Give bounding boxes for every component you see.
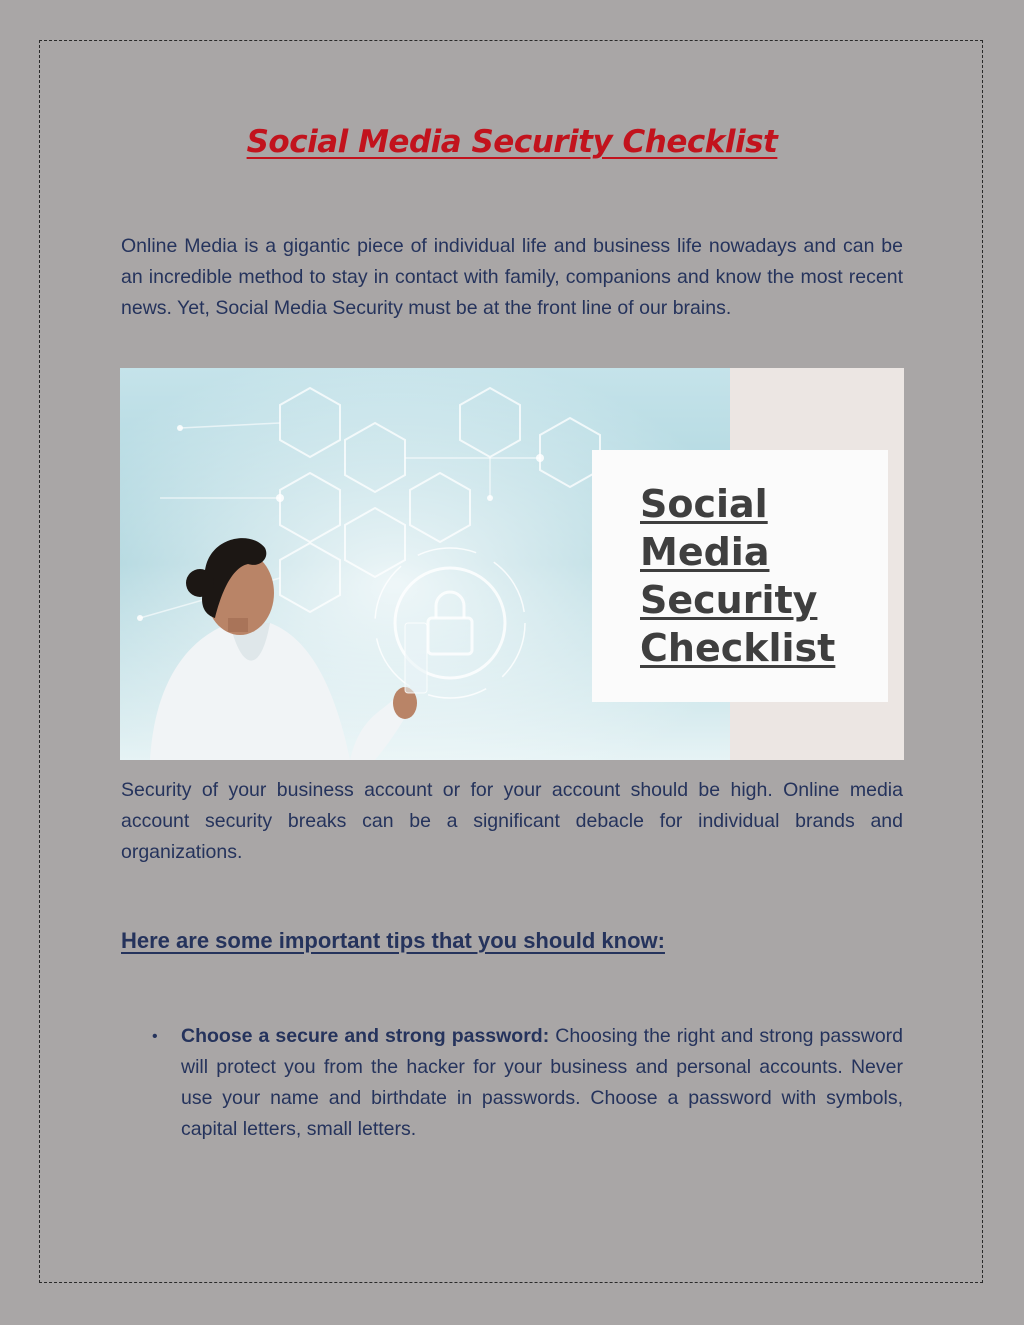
tip-text: Choosing the right and strong password will protect you from the hacker for your business and personal accounts. Never use your name and birthdate in passwords. Choose a password with symbols, capital letters, small letters. xyxy=(181,1025,903,1140)
bullet-icon: • xyxy=(152,1028,158,1045)
banner-line: Social xyxy=(640,482,768,526)
intro-paragraph: Online Media is a gigantic piece of individual life and business life nowadays and can be an incredible method to stay in contact with family, companions and know the most recent news. Yet, Social Media Security must be at the front line of our brains. xyxy=(121,235,903,319)
security-paragraph: Security of your business account or for your account should be high. Online media account security breaks can be a significant debacle for individual brands and organizations. xyxy=(121,779,903,863)
banner-line: Media xyxy=(640,530,770,574)
banner-line: Checklist xyxy=(640,626,836,670)
tips-heading: Here are some important tips that you should know: xyxy=(121,928,665,953)
banner-title-card xyxy=(592,450,888,702)
banner-title-text xyxy=(640,480,835,672)
tip-title: Choose a secure and strong password: xyxy=(181,1025,550,1047)
banner-line: Security xyxy=(640,578,818,622)
list-item xyxy=(152,1021,903,1145)
banner-image xyxy=(120,368,904,760)
tips-list xyxy=(152,1021,903,1145)
page-title: Social Media Security Checklist xyxy=(246,124,778,160)
